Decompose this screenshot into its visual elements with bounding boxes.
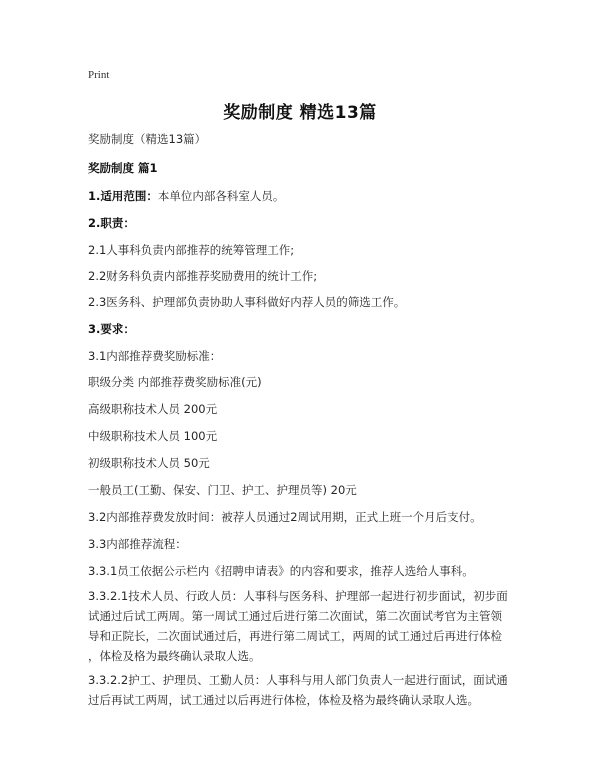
scope-label: 1.适用范围： xyxy=(88,189,158,203)
req-3-3-2-1-line: ，体检及格为最终确认录取人选。 xyxy=(88,649,261,663)
print-label[interactable]: Print xyxy=(88,69,110,81)
reward-rate-junior: 初级职称技术人员 50元 xyxy=(88,456,210,470)
duty-item-3: 2.3医务科、护理部负责协助人事科做好内荐人员的筛选工作。 xyxy=(88,295,406,309)
req-3-3-2-2 xyxy=(88,670,518,710)
scope-paragraph xyxy=(88,187,518,206)
req-3-3-2-1 xyxy=(88,586,518,666)
duty-item-2: 2.2财务科负责内部推荐奖励费用的统计工作; xyxy=(88,269,318,283)
req-3-3-2-1-line: 试通过后试工两周。第一周试工通过后进行第二次面试，第二次面试考官为主管领 xyxy=(88,609,502,623)
req-3-3-1: 3.3.1员工依据公示栏内《招聘申请表》的内容和要求，推荐人选给人事科。 xyxy=(88,564,474,578)
req-3-3-2-2-line: 3.3.2.2护工、护理员、工勤人员：人事科与用人部门负责人一起进行面试，面试通 xyxy=(88,673,508,687)
req-3-1: 3.1内部推荐费奖励标准： xyxy=(88,349,222,363)
document-subtitle: 奖励制度（精选13篇） xyxy=(88,132,207,146)
requirements-heading: 3.要求： xyxy=(88,322,135,336)
duty-heading: 2.职责： xyxy=(88,216,135,230)
req-3-3-2-1-line: 导和正院长，二次面试通过后，再进行第二周试工，两周的试工通过后再进行体检 xyxy=(88,629,502,643)
req-3-2: 3.2内部推荐费发放时间：被荐人员通过2周试用期，正式上班一个月后支付。 xyxy=(88,510,482,524)
reward-rate-middle: 中级职称技术人员 100元 xyxy=(88,429,218,443)
page-title: 奖励制度 精选13篇 xyxy=(223,103,377,123)
scope-text: 本单位内部各科室人员。 xyxy=(157,189,285,203)
reward-table-header: 职级分类 内部推荐费奖励标准(元) xyxy=(88,375,262,389)
req-3-3-2-2-line: 过后再试工两周，试工通过以后再进行体检，体检及格为最终确认录取人选。 xyxy=(88,693,479,707)
section-heading: 奖励制度 篇1 xyxy=(88,161,158,175)
req-3-3: 3.3内部推荐流程： xyxy=(88,537,187,551)
reward-rate-general: 一般员工(工勤、保安、门卫、护工、护理员等) 20元 xyxy=(88,483,357,497)
reward-rate-senior: 高级职称技术人员 200元 xyxy=(88,402,218,416)
req-3-3-2-1-line: 3.3.2.1技术人员、行政人员：人事科与医务科、护理部一起进行初步面试，初步面 xyxy=(88,589,508,603)
duty-item-1: 2.1人事科负责内部推荐的统筹管理工作; xyxy=(88,243,295,257)
